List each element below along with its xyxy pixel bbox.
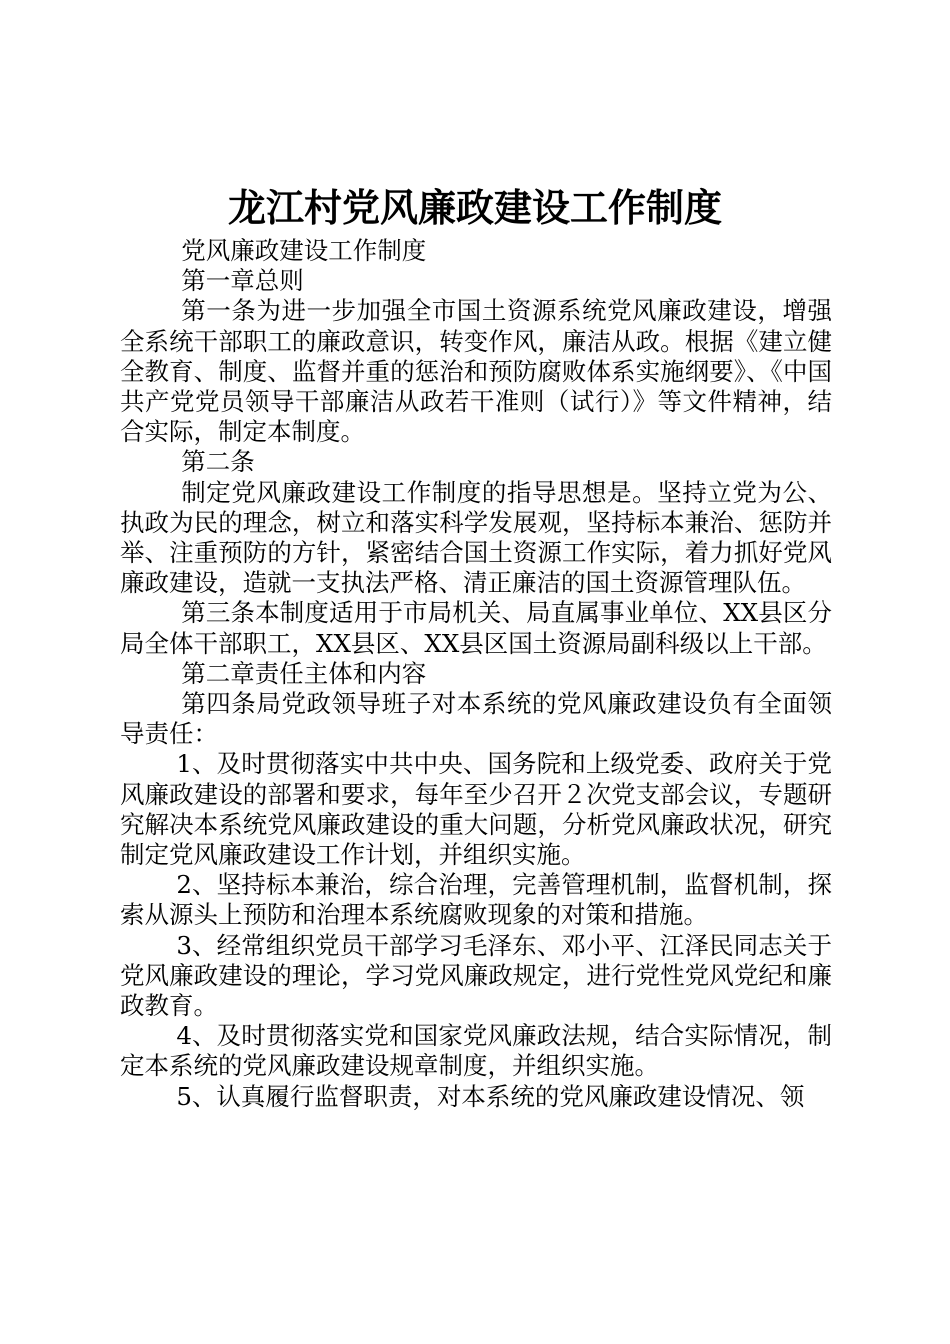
list-item: 3、经常组织党员干部学习毛泽东、邓小平、江泽民同志关于党风廉政建设的理论，学习党风廉政规定，进行党性党风党纪和廉政教育。 <box>120 930 832 1021</box>
list-item: 1、及时贯彻落实中共中央、国务院和上级党委、政府关于党风廉政建设的部署和要求，每年至少召开２次党支部会议，专题研究解决本系统党风廉政建设的重大问题，分析党风廉政状况，研究制定党风廉政建设工作计划，并组织实施。 <box>120 749 832 870</box>
document-title: 龙江村党风廉政建设工作制度 <box>227 186 722 230</box>
list-item: 4、及时贯彻落实党和国家党风廉政法规，结合实际情况，制定本系统的党风廉政建设规章制度，并组织实施。 <box>120 1021 832 1081</box>
paragraph-chapter-1-heading: 第一章总则 <box>181 266 304 296</box>
paragraph-subtitle: 党风廉政建设工作制度 <box>181 236 427 265</box>
paragraph-article-2: 制定党风廉政建设工作制度的指导思想是。坚持立党为公、执政为民的理念，树立和落实科学发展观，坚持标本兼治、惩防并举、注重预防的方针，紧密结合国土资源工作实际，着力抓好党风廉政建设，造就一支执法严格、清正廉洁的国土资源管理队伍。 <box>120 477 832 598</box>
list-item: 2、坚持标本兼治，综合治理，完善管理机制，监督机制，探索从源头上预防和治理本系统腐败现象的对策和措施。 <box>120 870 832 930</box>
paragraph-chapter-2-heading: 第二章责任主体和内容 <box>181 658 427 688</box>
list-item: 5、认真履行监督职责，对本系统的党风廉政建设情况、领 <box>176 1081 805 1111</box>
paragraph-article-2-heading: 第二条 <box>181 447 255 477</box>
paragraph-article-3: 第三条本制度适用于市局机关、局直属事业单位、XX县区分局全体干部职工，XX县区、XX县区国土资源局副科级以上干部。 <box>120 598 832 658</box>
document-body <box>120 236 832 1112</box>
paragraph-article-4: 第四条局党政领导班子对本系统的党风廉政建设负有全面领导责任： <box>120 689 832 749</box>
paragraph-article-1: 第一条为进一步加强全市国土资源系统党风廉政建设，增强全系统干部职工的廉政意识，转变作风，廉洁从政。根据《建立健全教育、制度、监督并重的惩治和预防腐败体系实施纲要》、《中国共产党党员领导干部廉洁从政若干准则（试行）》等文件精神，结合实际，制定本制度。 <box>120 296 832 447</box>
